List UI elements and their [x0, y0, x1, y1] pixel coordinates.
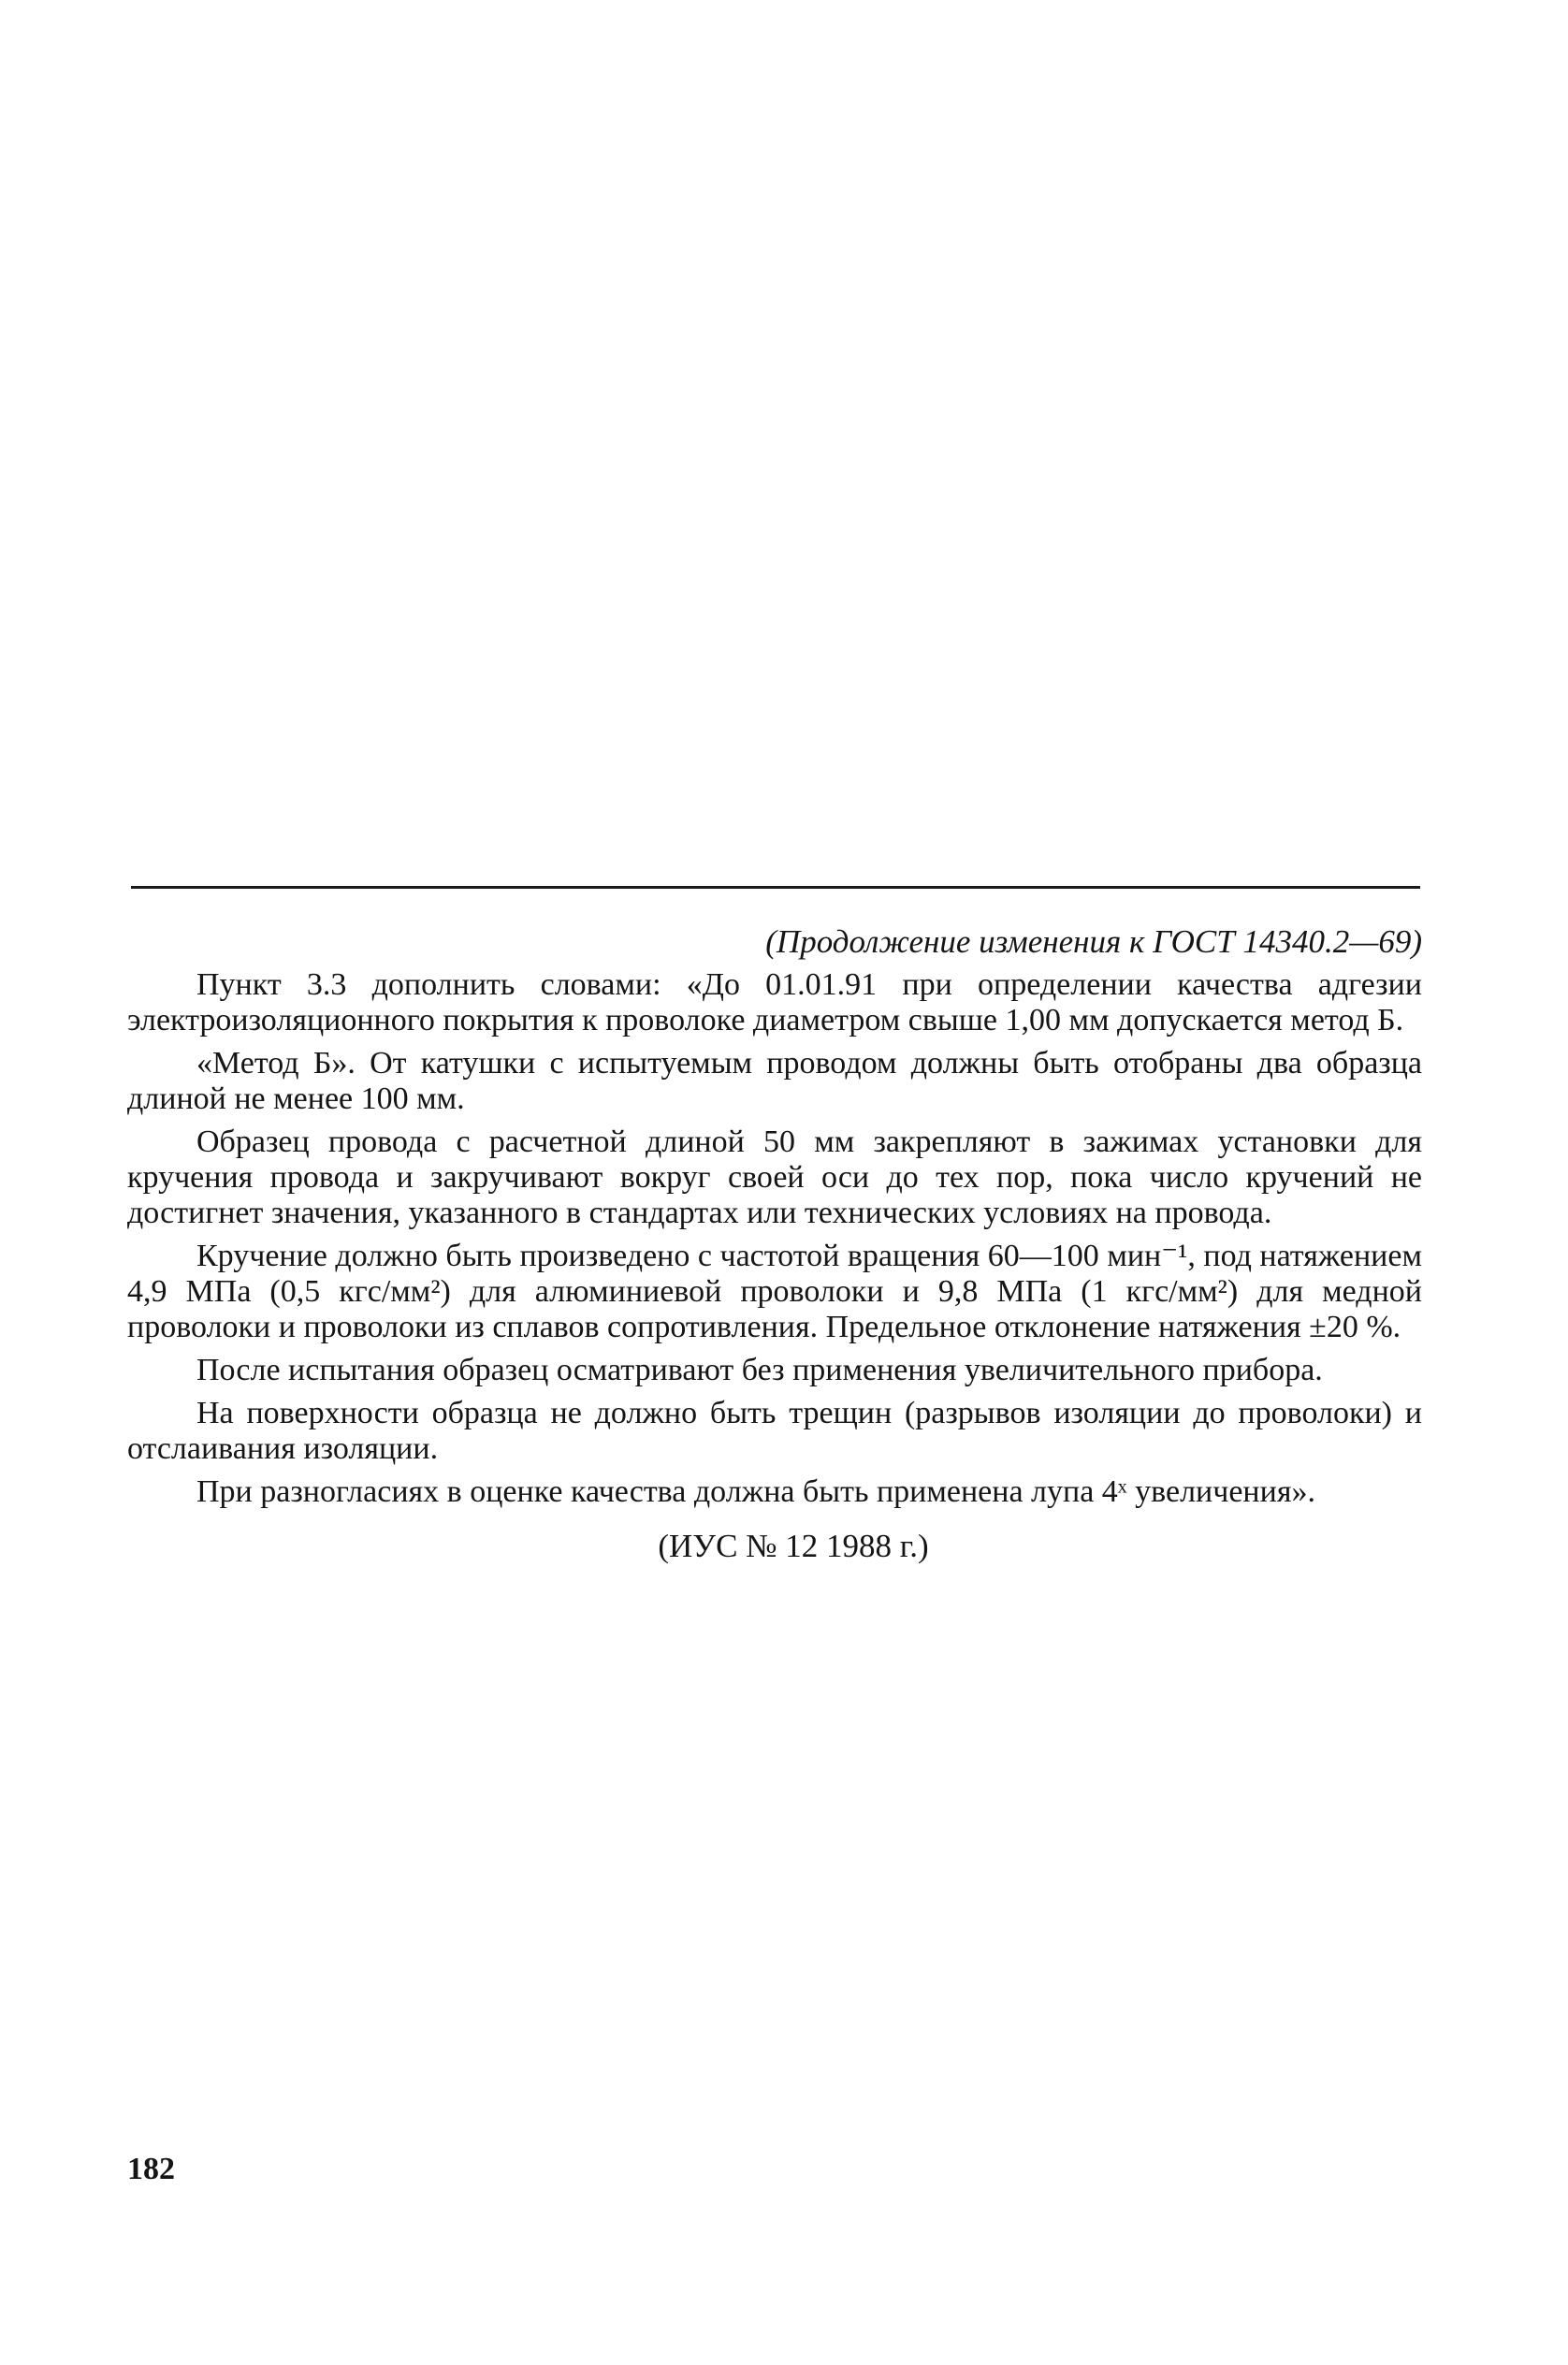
paragraph-surface-requirements: На поверхности образца не должно быть трещин (разрывов изоляции до проволоки) и отслаивания изоляции. [127, 1396, 1422, 1466]
continuation-heading: (Продолжение изменения к ГОСТ 14340.2—69) [765, 923, 1422, 960]
section-divider [131, 886, 1420, 889]
paragraph-disputes: При разногласиях в оценке качества должна быть применена лупа 4ˣ увеличения». [196, 1474, 1315, 1509]
document-body [127, 924, 1422, 1564]
paragraph-inspection: После испытания образец осматривают без применения увеличительного прибора. [196, 1353, 1323, 1387]
paragraph-sample-twisting: Образец провода с расчетной длиной 50 мм закрепляют в зажимах установки для кручения провода и закручивают вокруг своей оси до тех пор, пока число кручений не достигнет значения, указанного в стандартах или технических условиях на провода. [127, 1124, 1422, 1230]
paragraph-clause-3-3: Пункт 3.3 дополнить словами: «До 01.01.91 при определении качества адгезии электроизоляционного покрытия к проволоке диаметром свыше 1,00 мм допускается метод Б. [127, 967, 1422, 1037]
bulletin-reference: (ИУС № 12 1988 г.) [658, 1528, 929, 1564]
paragraph-method-b: «Метод Б». От катушки с испытуемым проводом должны быть отобраны два образца длиной не менее 100 мм. [127, 1046, 1422, 1116]
paragraph-twist-parameters: Кручение должно быть произведено с частотой вращения 60—100 мин⁻¹, под натяжением 4,9 МПа (0,5 кгс/мм²) для алюминиевой проволоки и 9,8 МПа (1 кгс/мм²) для медной проволоки и проволоки из сплавов сопротивления. Предельное отклонение натяжения ±20 %. [127, 1239, 1422, 1344]
page-number: 182 [127, 2152, 175, 2186]
